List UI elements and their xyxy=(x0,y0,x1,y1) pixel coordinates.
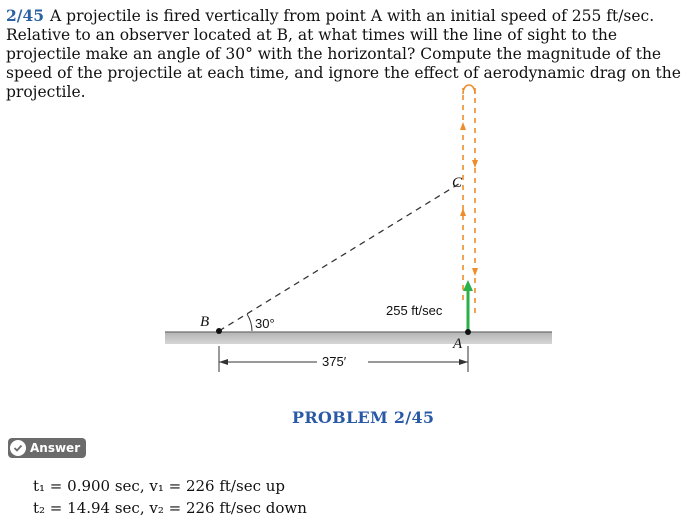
arrowhead-down-2 xyxy=(472,268,478,276)
arrowhead-up-1 xyxy=(460,122,466,130)
dimension-arrow-left xyxy=(219,359,228,365)
problem-text: A projectile is fired vertically from point A with an initial speed of 255 ft/sec. Relative to an observer located at B, at what times will the line of sight to the projectile make an angle of 30° with the horizontal? Compute the magnitude of the speed of the projectile at each time, and ignore the effect of aerodynamic drag on the projectile. xyxy=(6,7,681,101)
arrowhead-up-2 xyxy=(460,208,466,216)
ground xyxy=(165,332,552,344)
speed-label: 255 ft/sec xyxy=(386,303,443,318)
answer-button-label: Answer xyxy=(30,441,81,455)
angle-arc xyxy=(247,314,252,331)
point-a xyxy=(465,329,471,335)
check-icon xyxy=(10,440,26,456)
label-c: C xyxy=(452,175,463,191)
answer-line-2: t₂ = 14.94 sec, v₂ = 226 ft/sec down xyxy=(33,499,307,517)
answer-button[interactable] xyxy=(8,438,86,458)
label-b: B xyxy=(200,314,210,330)
velocity-arrowhead xyxy=(463,280,473,291)
answer-content xyxy=(33,475,307,519)
arrowhead-down-1 xyxy=(472,160,478,168)
angle-label: 30° xyxy=(255,316,275,331)
dimension-arrow-right xyxy=(459,359,468,365)
answer-line-1: t₁ = 0.900 sec, v₁ = 226 ft/sec up xyxy=(33,477,285,495)
trajectory-apex xyxy=(463,85,475,94)
point-b xyxy=(216,328,222,334)
label-a: A xyxy=(453,336,463,352)
problem-number: 2/45 xyxy=(6,6,45,25)
figure-caption: PROBLEM 2/45 xyxy=(292,408,435,427)
distance-label: 375′ xyxy=(322,354,347,369)
